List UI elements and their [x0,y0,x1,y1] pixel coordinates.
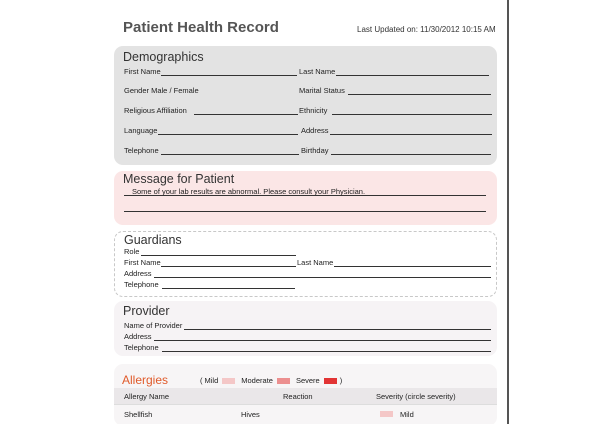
legend-close-paren: ) [339,376,343,385]
religious-affiliation-field[interactable] [194,114,298,115]
allergies-table-header [114,388,497,404]
guardian-role-label: Role [124,247,140,256]
table-row-separator [114,404,497,405]
language-label: Language [124,126,158,135]
legend-moderate-swatch [277,378,290,384]
allergies-heading: Allergies [122,373,169,387]
guardian-telephone-label: Telephone [124,280,159,289]
provider-telephone-label: Telephone [124,343,159,352]
telephone-label: Telephone [124,146,159,155]
message-heading: Message for Patient [123,172,235,186]
gender-label: Gender Male / Female [124,86,199,95]
last-name-label: Last Name [299,67,336,76]
provider-address-field[interactable] [154,340,491,341]
guardian-address-field[interactable] [154,277,491,278]
guardians-heading: Guardians [124,233,182,247]
guardians-section [114,231,497,297]
demographics-section [114,46,497,165]
page-edge [507,0,509,424]
message-line-1 [124,195,486,196]
legend-severe-swatch [324,378,337,384]
legend-moderate-label: Moderate [241,376,273,385]
message-text: Some of your lab results are abnormal. Please consult your Physician. [132,187,366,196]
guardian-last-name-label: Last Name [297,258,334,267]
provider-telephone-field[interactable] [162,351,491,352]
address-label: Address [301,126,329,135]
provider-name-label: Name of Provider [124,321,183,330]
ethnicity-field[interactable] [332,114,492,115]
legend-mild-swatch [222,378,235,384]
col-severity: Severity (circle severity) [376,392,456,401]
marital-status-field[interactable] [348,94,491,95]
demographics-heading: Demographics [123,50,204,64]
guardian-last-name-field[interactable] [334,266,491,267]
guardian-first-name-field[interactable] [161,266,296,267]
allergy-name-cell: Shellfish [124,410,153,419]
allergy-severity-swatch[interactable] [380,411,393,417]
message-line-2 [124,211,486,212]
col-allergy-name: Allergy Name [124,392,170,401]
first-name-label: First Name [124,67,161,76]
language-field[interactable] [158,134,298,135]
last-updated: Last Updated on: 11/30/2012 10:15 AM [357,25,496,34]
legend-mild-label: Mild [204,376,219,385]
address-field[interactable] [330,134,492,135]
ethnicity-label: Ethnicity [299,106,328,115]
guardian-role-field[interactable] [141,255,296,256]
guardian-address-label: Address [124,269,152,278]
allergy-severity-cell: Mild [400,410,414,419]
provider-address-label: Address [124,332,152,341]
birthday-label: Birthday [301,146,329,155]
provider-heading: Provider [123,304,170,318]
telephone-field[interactable] [161,154,299,155]
col-reaction: Reaction [283,392,313,401]
guardian-telephone-field[interactable] [162,288,295,289]
birthday-field[interactable] [331,154,491,155]
allergy-reaction-cell: Hives [241,410,260,419]
first-name-field[interactable] [161,75,297,76]
severity-legend [200,376,342,385]
marital-status-label: Marital Status [299,86,345,95]
last-name-field[interactable] [336,75,489,76]
guardian-first-name-label: First Name [124,258,161,267]
religious-affiliation-label: Religious Affiliation [124,106,187,115]
legend-severe-label: Severe [295,376,320,385]
message-section [114,171,497,225]
provider-name-field[interactable] [184,329,491,330]
allergies-section [114,364,497,424]
page-title: Patient Health Record [123,19,279,36]
provider-section [114,301,497,356]
legend-open-paren: ( [200,376,203,385]
